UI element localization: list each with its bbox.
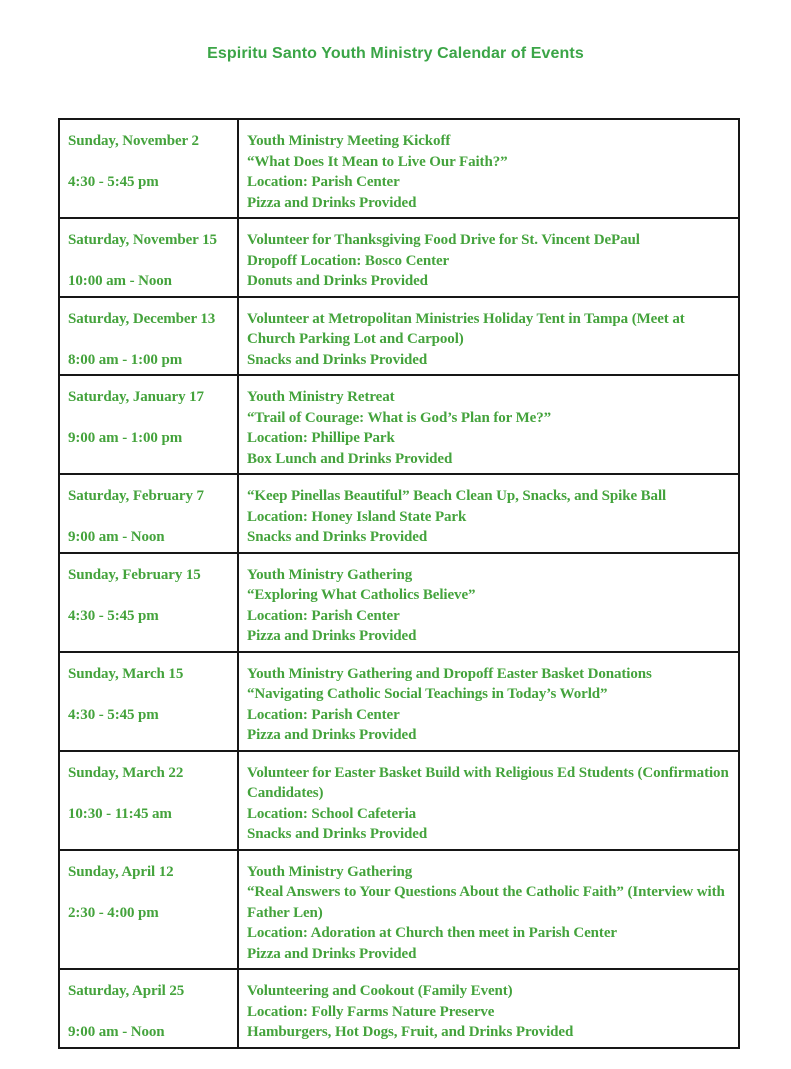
event-detail-line: Dropoff Location: Bosco Center <box>247 252 450 269</box>
event-row <box>59 474 739 553</box>
event-detail-line: “Exploring What Catholics Believe” <box>247 587 476 603</box>
event-detail-line: Youth Ministry Meeting Kickoff <box>247 133 451 149</box>
event-detail-line: “Real Answers to Your Questions About the Catholic Faith” (Interview with Father Len) <box>247 884 725 921</box>
page-title: Espiritu Santo Youth Ministry Calendar of Events <box>207 45 584 62</box>
event-time: 8:00 am - 1:00 pm <box>68 351 183 368</box>
event-date: Sunday, February 15 <box>68 566 201 583</box>
event-time: 10:00 am - Noon <box>68 273 172 289</box>
event-detail-line: Volunteer at Metropolitan Ministries Holiday Tent in Tampa (Meet at Church Parking Lot and Carpool) <box>247 310 685 347</box>
events-table <box>58 118 740 1049</box>
document-page <box>0 45 791 1069</box>
event-detail-line: Youth Ministry Gathering and Dropoff Easter Basket Donations <box>247 665 652 682</box>
event-date: Saturday, February 7 <box>68 488 204 504</box>
event-time: 4:30 - 5:45 pm <box>68 174 159 190</box>
event-row <box>59 850 739 970</box>
event-details-cell <box>238 652 739 751</box>
event-detail-line: Youth Ministry Gathering <box>247 863 413 880</box>
event-detail-line: Location: School Cafeteria <box>247 805 417 822</box>
event-detail-line: Snacks and Drinks Provided <box>247 529 428 545</box>
event-date-cell <box>59 119 238 218</box>
event-row <box>59 297 739 376</box>
event-date: Sunday, March 22 <box>68 764 184 781</box>
event-time: 2:30 - 4:00 pm <box>68 904 159 921</box>
event-detail-line: Donuts and Drinks Provided <box>247 273 428 289</box>
event-date-cell <box>59 474 238 553</box>
event-detail-line: Snacks and Drinks Provided <box>247 351 428 368</box>
event-row <box>59 553 739 652</box>
event-detail-line: Location: Phillipe Park <box>247 430 395 446</box>
event-detail-line: Location: Adoration at Church then meet in Parish Center <box>247 925 617 941</box>
event-detail-line: Snacks and Drinks Provided <box>247 826 428 842</box>
event-detail-line: “Trail of Courage: What is God’s Plan for Me?” <box>247 409 551 426</box>
event-date-cell <box>59 218 238 297</box>
event-time: 9:00 am - 1:00 pm <box>68 430 183 446</box>
event-details-cell <box>238 553 739 652</box>
event-row <box>59 119 739 218</box>
event-detail-line: Hamburgers, Hot Dogs, Fruit, and Drinks Provided <box>247 1024 574 1040</box>
event-row <box>59 969 739 1048</box>
event-date-cell <box>59 553 238 652</box>
event-details-cell <box>238 375 739 474</box>
event-detail-line: Location: Honey Island State Park <box>247 508 467 525</box>
event-date-cell <box>59 375 238 474</box>
event-detail-line: Youth Ministry Gathering <box>247 566 413 583</box>
event-details-cell <box>238 850 739 970</box>
event-detail-line: Pizza and Drinks Provided <box>247 194 417 211</box>
event-detail-line: Volunteer for Thanksgiving Food Drive for St. Vincent DePaul <box>247 232 640 248</box>
event-row <box>59 375 739 474</box>
event-detail-line: “What Does It Mean to Live Our Faith?” <box>247 153 508 170</box>
event-details-cell <box>238 218 739 297</box>
event-row <box>59 751 739 850</box>
event-detail-line: “Keep Pinellas Beautiful” Beach Clean Up, Snacks, and Spike Ball <box>247 488 667 504</box>
event-date-cell <box>59 969 238 1048</box>
event-detail-line: Volunteer for Easter Basket Build with Religious Ed Students (Confirmation Candidates) <box>247 764 729 801</box>
event-detail-line: “Navigating Catholic Social Teachings in Today’s World” <box>247 686 608 702</box>
event-date-cell <box>59 652 238 751</box>
event-detail-line: Pizza and Drinks Provided <box>247 945 417 962</box>
event-detail-line: Location: Parish Center <box>247 607 400 624</box>
event-details-cell <box>238 969 739 1048</box>
event-date-cell <box>59 297 238 376</box>
event-time: 9:00 am - Noon <box>68 1024 165 1040</box>
event-detail-line: Pizza and Drinks Provided <box>247 727 417 743</box>
event-row <box>59 652 739 751</box>
events-table-body <box>59 119 739 1048</box>
event-time: 4:30 - 5:45 pm <box>68 607 159 624</box>
event-date: Saturday, January 17 <box>68 389 204 405</box>
event-details-cell <box>238 297 739 376</box>
event-date: Saturday, April 25 <box>68 983 185 999</box>
event-details-cell <box>238 119 739 218</box>
event-detail-line: Youth Ministry Retreat <box>247 389 395 405</box>
event-details-cell <box>238 751 739 850</box>
event-details-cell <box>238 474 739 553</box>
event-date: Sunday, April 12 <box>68 863 174 880</box>
event-date: Saturday, November 15 <box>68 232 217 248</box>
event-detail-line: Location: Folly Farms Nature Preserve <box>247 1003 495 1020</box>
event-date: Saturday, December 13 <box>68 310 216 327</box>
event-date-cell <box>59 850 238 970</box>
event-detail-line: Location: Parish Center <box>247 706 400 723</box>
event-time: 4:30 - 5:45 pm <box>68 706 159 723</box>
event-date: Sunday, March 15 <box>68 665 184 682</box>
event-date: Sunday, November 2 <box>68 133 199 149</box>
event-detail-line: Volunteering and Cookout (Family Event) <box>247 983 513 999</box>
event-time: 10:30 - 11:45 am <box>68 805 172 822</box>
event-row <box>59 218 739 297</box>
event-time: 9:00 am - Noon <box>68 529 165 545</box>
event-detail-line: Location: Parish Center <box>247 174 400 190</box>
event-detail-line: Box Lunch and Drinks Provided <box>247 450 453 467</box>
event-detail-line: Pizza and Drinks Provided <box>247 628 417 644</box>
event-date-cell <box>59 751 238 850</box>
